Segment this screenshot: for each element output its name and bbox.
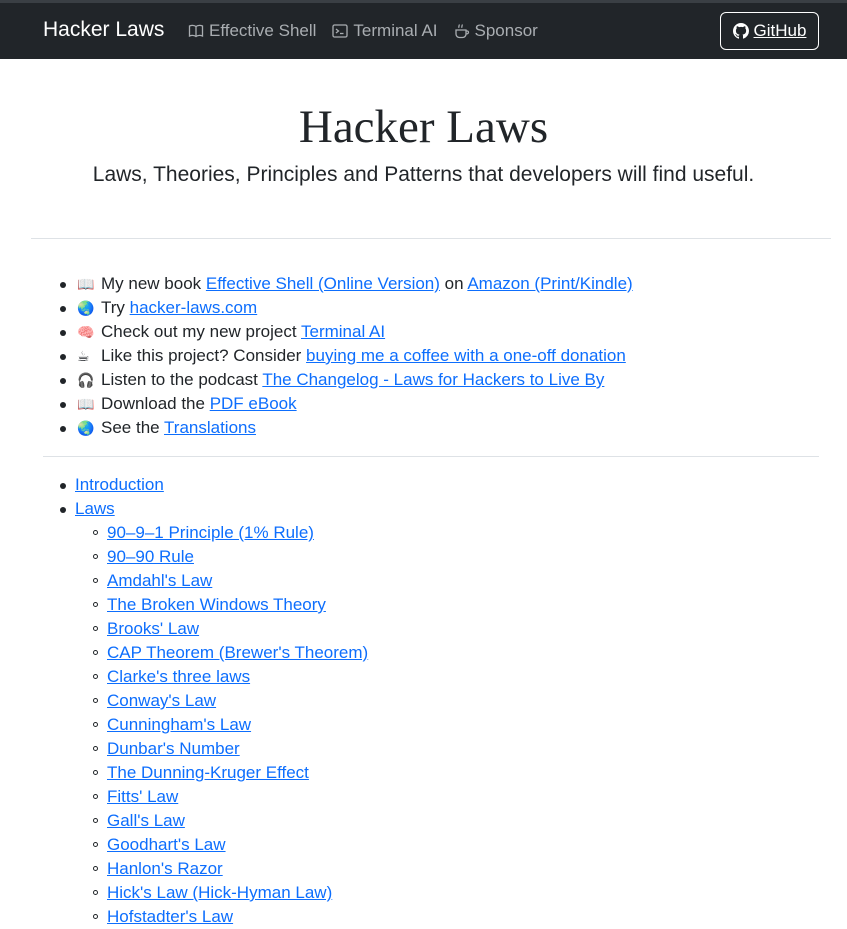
notice-emoji-icon: 📖: [77, 396, 95, 412]
toc-subitem: [107, 593, 368, 617]
toc-sublink[interactable]: Gall's Law: [107, 811, 185, 830]
toc-subitem: [107, 857, 368, 881]
notice-item: [77, 272, 633, 296]
toc-subitem: [107, 689, 368, 713]
notice-link[interactable]: Translations: [164, 418, 256, 437]
toc-sublink[interactable]: Amdahl's Law: [107, 571, 213, 590]
notice-item: [77, 296, 633, 320]
notice-emoji-icon: 🌏: [77, 300, 95, 316]
toc-subitem: [107, 881, 368, 905]
notice-link[interactable]: The Changelog - Laws for Hackers to Live By: [262, 370, 605, 389]
notice-text: Listen to the podcast: [101, 370, 263, 389]
notice-item: [77, 368, 633, 392]
toc-sublink[interactable]: Goodhart's Law: [107, 835, 226, 854]
toc-link-laws[interactable]: Laws: [75, 499, 115, 518]
nav-link-terminal-ai[interactable]: [332, 21, 437, 41]
toc-sublink[interactable]: Fitts' Law: [107, 787, 179, 806]
nav-link-label: Terminal AI: [353, 21, 438, 40]
divider: [31, 238, 831, 239]
toc-subitem: [107, 521, 368, 545]
toc-sublink[interactable]: Hick's Law (Hick-Hyman Law): [107, 883, 333, 902]
toc-sublink[interactable]: The Dunning-Kruger Effect: [107, 763, 309, 782]
toc-sublink[interactable]: 90–9–1 Principle (1% Rule): [107, 523, 314, 542]
top-navbar: [0, 0, 847, 59]
notice-text: Check out my new project: [101, 322, 301, 341]
page-title: Hacker Laws: [298, 101, 549, 153]
nav-link-label: Effective Shell: [209, 21, 317, 40]
notice-link[interactable]: hacker-laws.com: [129, 298, 258, 317]
toc-subitem: [107, 905, 368, 929]
nav-link-label: Sponsor: [474, 21, 538, 40]
notice-link[interactable]: Effective Shell (Online Version): [205, 274, 440, 293]
notice-text: on: [439, 274, 468, 293]
notice-link[interactable]: Terminal AI: [301, 322, 386, 341]
notice-item: [77, 392, 633, 416]
toc-sublink[interactable]: Cunningham's Law: [107, 715, 252, 734]
notice-item: [77, 320, 633, 344]
nav-links: [188, 21, 538, 41]
terminal-icon: [332, 23, 348, 39]
notice-emoji-icon: ☕: [77, 348, 90, 364]
toc-sublink[interactable]: Conway's Law: [107, 691, 217, 710]
notice-emoji-icon: 📖: [77, 276, 95, 292]
toc-subitem: [107, 713, 368, 737]
toc-item-introduction: [75, 473, 164, 497]
notice-link[interactable]: Amazon (Print/Kindle): [467, 274, 633, 293]
github-icon: [733, 23, 749, 39]
notice-text: Download the: [101, 394, 210, 413]
toc-sublink[interactable]: The Broken Windows Theory: [107, 595, 326, 614]
page-subtitle: Laws, Theories, Principles and Patterns that developers will find useful.: [92, 163, 755, 186]
toc-sublink[interactable]: Brooks' Law: [107, 619, 200, 638]
github-button-label: GitHub: [753, 21, 807, 40]
toc-subitem: [107, 833, 368, 857]
table-of-contents: [75, 473, 369, 926]
notice-text: Like this project? Consider: [101, 346, 307, 365]
notice-emoji-icon: 🧠: [77, 324, 95, 340]
notice-emoji-icon: 🎧: [77, 372, 95, 388]
brand-link[interactable]: Hacker Laws: [43, 18, 165, 41]
nav-link-sponsor[interactable]: [454, 21, 538, 41]
notice-item: [77, 344, 633, 368]
github-button[interactable]: [720, 12, 819, 50]
nav-link-effective-shell[interactable]: [188, 21, 316, 41]
toc-subitem: [107, 761, 368, 785]
toc-sublink[interactable]: CAP Theorem (Brewer's Theorem): [107, 643, 369, 662]
notice-emoji-icon: 🌏: [77, 420, 95, 436]
toc-subitem: [107, 809, 368, 833]
divider: [43, 456, 819, 457]
notice-link[interactable]: buying me a coffee with a one-off donation: [306, 346, 626, 365]
toc-item-laws: [75, 497, 369, 926]
toc-subitem: [107, 641, 368, 665]
toc-subitem: [107, 785, 368, 809]
book-icon: [188, 23, 204, 39]
toc-subitem: [107, 617, 368, 641]
toc-link-introduction[interactable]: Introduction: [75, 475, 164, 494]
toc-subitem: [107, 737, 368, 761]
notice-item: [77, 416, 633, 440]
notice-link[interactable]: PDF eBook: [209, 394, 297, 413]
toc-sublink[interactable]: Hanlon's Razor: [107, 859, 223, 878]
toc-subitem: [107, 569, 368, 593]
toc-sublink[interactable]: Dunbar's Number: [107, 739, 240, 758]
notice-text: See the: [101, 418, 165, 437]
notice-list: [77, 272, 633, 440]
toc-subitem: [107, 665, 368, 689]
laws-sublist: [107, 521, 368, 929]
notice-text: Try: [101, 298, 130, 317]
toc-sublink[interactable]: Hofstadter's Law: [107, 907, 234, 926]
coffee-icon: [454, 23, 470, 39]
toc-sublink[interactable]: Clarke's three laws: [107, 667, 251, 686]
toc-subitem: [107, 545, 368, 569]
toc-sublink[interactable]: 90–90 Rule: [107, 547, 194, 566]
notice-text: My new book: [101, 274, 206, 293]
